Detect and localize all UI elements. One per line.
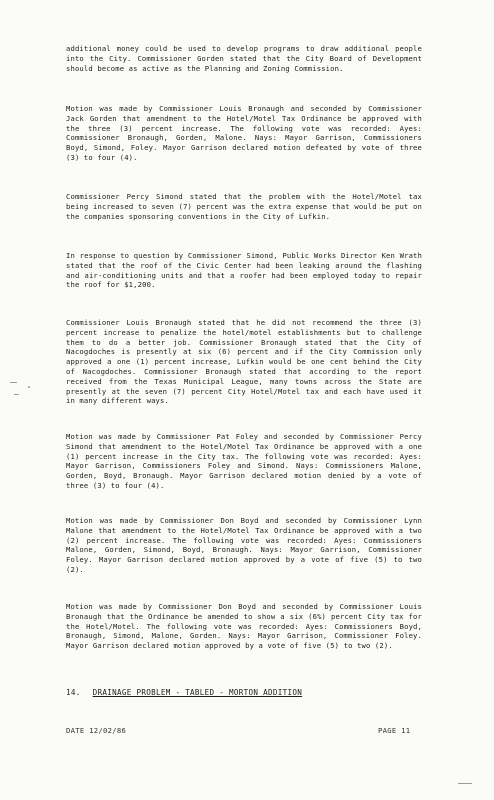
scan-speck	[14, 394, 19, 395]
scan-speck	[28, 386, 30, 388]
paragraph-board-of-development: additional money could be used to develop programs to draw additional people into the City. Commissioner Gorden stated that the City Board of Development should become as active as the Planning and Zoning Commission.	[66, 44, 427, 73]
footer-page-number: PAGE 11	[378, 726, 411, 735]
agenda-item-number: 14.	[66, 688, 81, 697]
paragraph-motion-two-percent: Motion was made by Commissioner Don Boyd and seconded by Commissioner Lynn Malone that amendment to the Hotel/Motel Tax Ordinance be approved with a two (2) percent increase. The following vote was recorded: Ayes: Commissioners Malone, Gorden, Simond, Boyd, Bronaugh. Nays: Mayor Garrison, Commissioner Foley. Mayor Garrison declared motion approved by a vote of five (5) to two (2).	[66, 516, 427, 574]
paragraph-simond-statement: Commissioner Percy Simond stated that the problem with the Hotel/Motel tax being increased to seven (7) percent was the extra expense that would be put on the companies sponsoring conventions in the City of Lufkin.	[66, 192, 427, 221]
paragraph-civic-center-roof: In response to question by Commissioner Simond, Public Works Director Ken Wrath stated that the roof of the Civic Center had been leaking around the flashing and air-conditioning units and that a roofer had been employed today to repair the roof for $1,200.	[66, 251, 427, 290]
agenda-item-heading	[66, 688, 302, 697]
paragraph-motion-three-percent: Motion was made by Commissioner Louis Bronaugh and seconded by Commissioner Jack Gorden that amendment to the Hotel/Motel Tax Ordinance be approved with the three (3) percent increase. The following vote was recorded: Ayes: Commissioner Bronaugh, Gorden, Malone. Nays: Mayor Garrison, Commissioners Boyd, Simond, Foley. Mayor Garrison declared motion defeated by vote of three (3) to four (4).	[66, 104, 427, 162]
paragraph-motion-one-percent: Motion was made by Commissioner Pat Foley and seconded by Commissioner Percy Simond that amendment to the Hotel/Motel Tax Ordinance be approved with a one (1) percent increase in the City tax. The following vote was recorded: Ayes: Mayor Garrison, Commissioners Foley and Simond. Nays: Commissioners Malone, Gorden, Boyd, Bronaugh. Mayor Garrison declared motion denied by a vote of three (3) to four (4).	[66, 432, 427, 490]
agenda-item-title: DRAINAGE PROBLEM - TABLED - MORTON ADDITION	[92, 688, 303, 697]
paragraph-bronaugh-statement: Commissioner Louis Bronaugh stated that he did not recommend the three (3) percent increase to penalize the hotel/motel establishments but to challenge them to do a better job. Commissioner Bronaugh stated that the City of Nacogdoches is presently at six (6) percent and if the City Commission only approved a one (1) percent increase, Lufkin would be one cent behind the City of Nacogdoches. Commissioner Bronaugh stated that according to the report received from the Texas Municipal League, many towns across the State are presently at the seven (7) percent City Hotel/Motel tax and each have used it in many different ways.	[66, 318, 427, 406]
scan-speck	[458, 783, 472, 784]
footer-date: DATE 12/02/86	[66, 726, 127, 735]
scan-speck	[10, 382, 17, 383]
paragraph-motion-six-percent: Motion was made by Commissioner Don Boyd and seconded by Commissioner Louis Bronaugh that the Ordinance be amended to show a six (6%) percent City tax for the Hotel/Motel. The following vote was recorded: Ayes: Commissioners Boyd, Bronaugh, Simond, Malone, Gorden. Nays: Mayor Garrison, Commissioner Foley. Mayor Garrison declared motion approved by a vote of five (5) to two (2).	[66, 602, 427, 651]
